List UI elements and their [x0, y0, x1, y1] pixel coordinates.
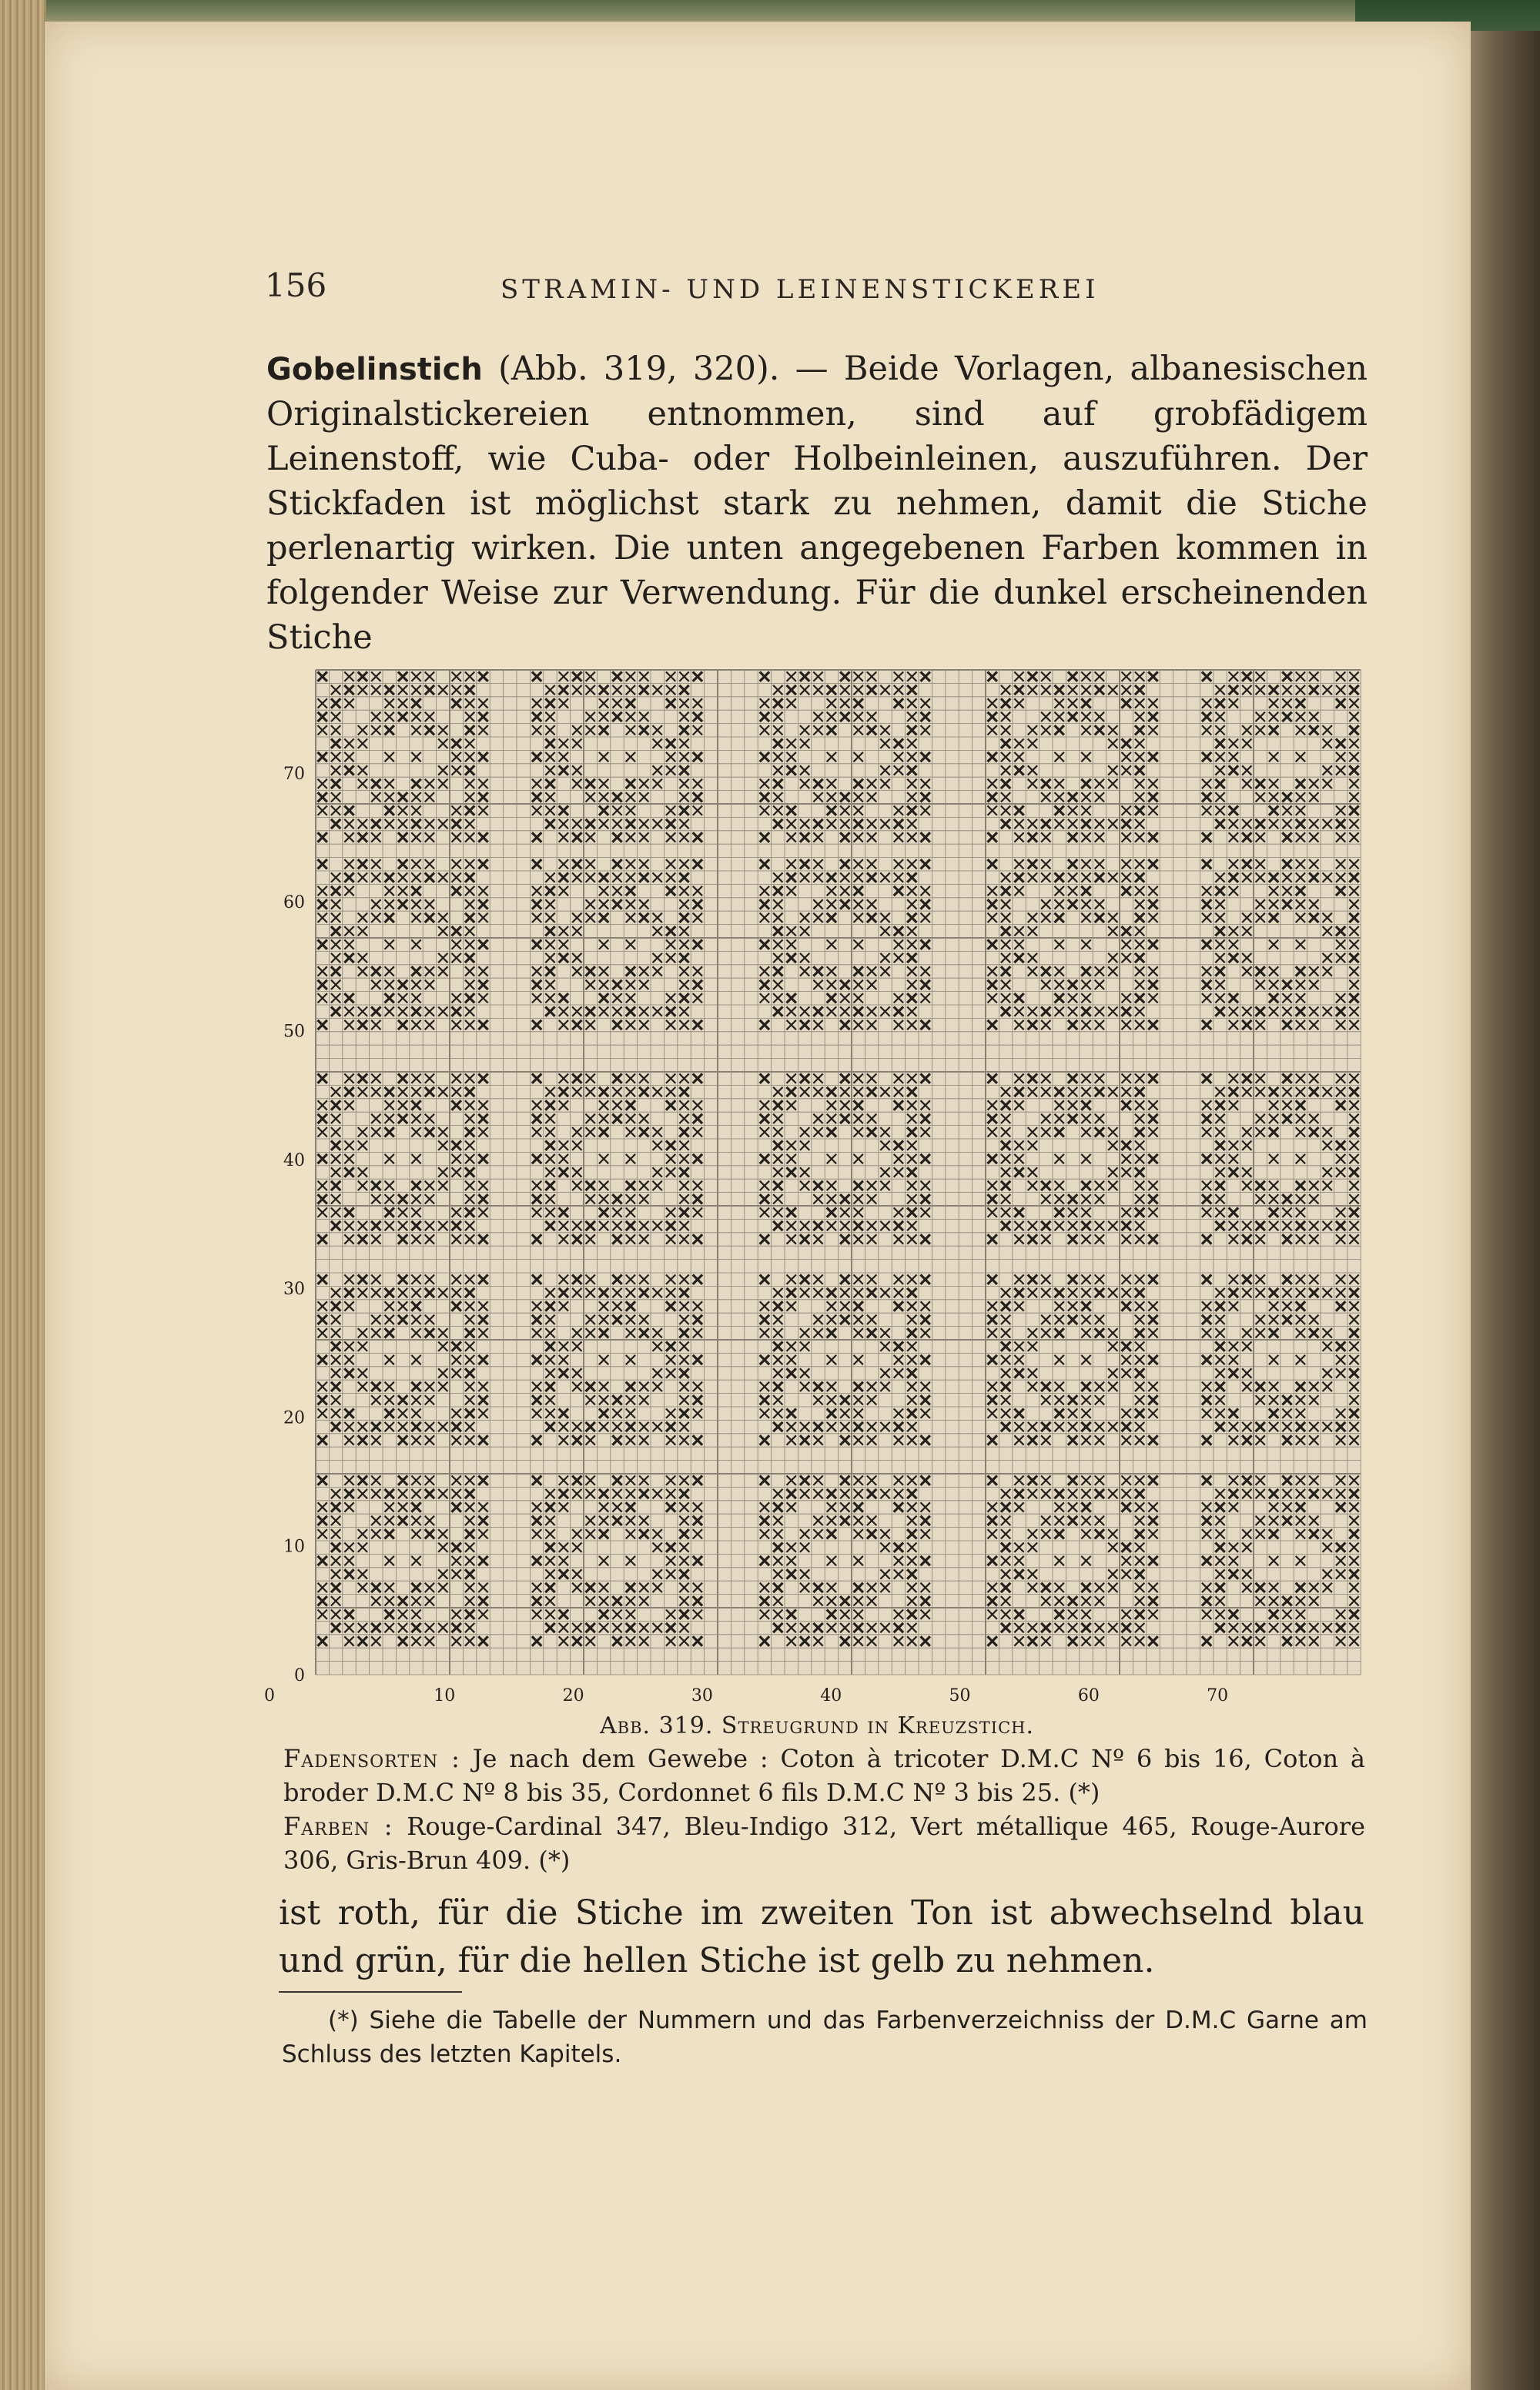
page-number: 156: [265, 266, 327, 304]
x-axis-label: 0: [264, 1686, 275, 1705]
y-axis-label: 30: [283, 1280, 305, 1300]
x-axis-label: 70: [1207, 1686, 1229, 1705]
y-axis-label: 40: [283, 1150, 305, 1170]
thread-types-label: Fadensorten :: [283, 1744, 460, 1773]
continued-paragraph: ist roth, für die Stiche im zweiten Ton ist abwechselnd blau und grün, für die hellen Stiche ist gelb zu nehmen.: [279, 1893, 1364, 1980]
footnote-text: (*) Siehe die Tabelle der Nummern und das Farbenverzeichniss der D.M.C Garne am Schluss des letzten Kapitels.: [282, 2007, 1368, 2068]
intro-paragraph: [266, 346, 1368, 660]
y-axis-label: 10: [283, 1537, 305, 1557]
y-axis-label: 50: [283, 1022, 305, 1042]
x-axis-label: 20: [562, 1686, 584, 1705]
x-axis-label: 60: [1077, 1686, 1100, 1705]
y-axis-label: 70: [283, 764, 305, 784]
cross-stitch-pattern-figure: [264, 662, 1359, 1705]
thread-types: [283, 1742, 1365, 1809]
y-axis-label: 60: [283, 893, 305, 913]
x-axis-label: 10: [434, 1686, 456, 1705]
y-axis-label: 0: [294, 1666, 305, 1685]
section-lead: Gobelinstich: [266, 352, 483, 387]
book-cover-top: [0, 0, 1540, 23]
x-axis-label: 40: [820, 1686, 842, 1705]
y-axis-label: 20: [283, 1408, 305, 1428]
book-right-edge: [1463, 31, 1540, 2390]
figure-caption: Abb. 319. Streugrund in Kreuzstich.: [599, 1712, 1035, 1739]
x-axis-label: 30: [691, 1686, 713, 1705]
colors-text: Rouge-Cardinal 347, Bleu-Indigo 312, Vert métallique 465, Rouge-Aurore 306, Gris-Brun 409. (*): [283, 1812, 1366, 1875]
footnote: [282, 2003, 1368, 2071]
colors-spec: [283, 1809, 1365, 1877]
page-header: [265, 266, 1374, 313]
colors-label: Farben :: [283, 1812, 393, 1841]
x-axis-label: 50: [949, 1686, 971, 1705]
running-title: STRAMIN- UND LEINENSTICKEREI: [500, 274, 1100, 305]
footnote-rule: [279, 1991, 462, 1993]
book-page-edges: [0, 0, 46, 2390]
thread-types-text: Je nach dem Gewebe : Coton à tricoter D.M.C Nº 6 bis 16, Coton à broder D.M.C Nº 8 bis 35, Cordonnet 6 fils D.M.C Nº 3 bis 25. (*): [283, 1744, 1365, 1807]
intro-text: (Abb. 319, 320). — Beide Vorlagen, albanesischen Originalstickereien entnommen, sind auf grobfädigem Leinenstoff, wie Cuba- oder Holbeinleinen, auszuführen. Der Stickfaden ist möglichst stark zu nehmen, damit die Stiche perlenartig wirken. Die unten angegebenen Farben kommen in folgender Weise zur Verwendung. Für die dunkel erscheinenden Stiche: [266, 350, 1368, 657]
